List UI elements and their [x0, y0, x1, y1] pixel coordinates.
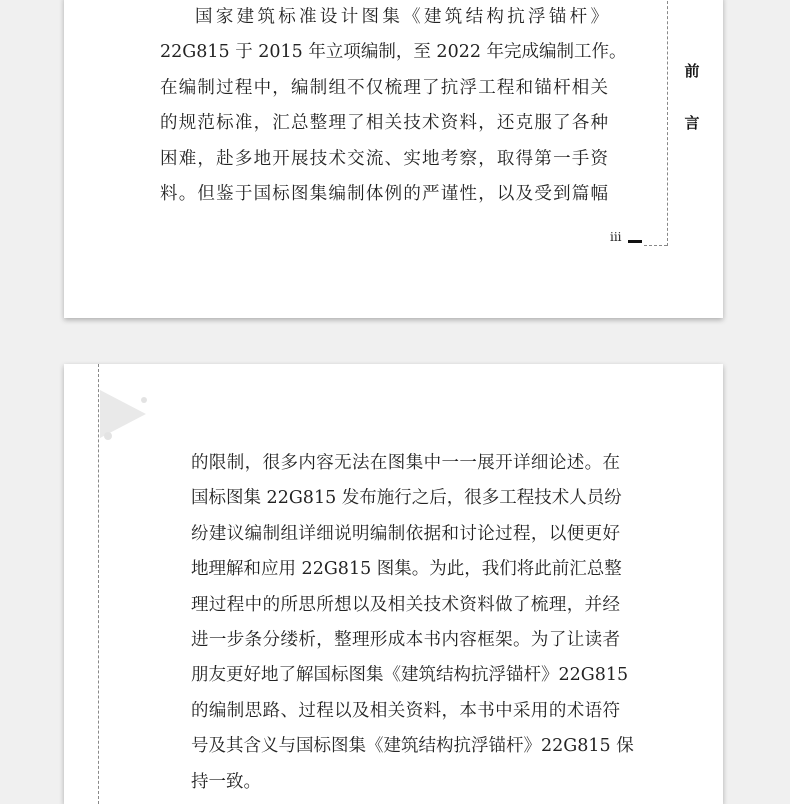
text-line: 的编制思路、过程以及相关资料，本书中采用的术语符: [191, 700, 620, 721]
text-line: 困难，赴多地开展技术交流、实地考察，取得第一手资: [160, 148, 608, 169]
text-line: 22G815 于 2015 年立项编制，至 2022 年完成编制工作。: [160, 42, 627, 63]
page-number: iii: [610, 230, 622, 244]
text-line: 国标图集 22G815 发布施行之后，很多工程技术人员纷: [191, 488, 622, 509]
text-line: 持一致。: [191, 771, 261, 792]
text-line: 朋友更好地了解国标图集《建筑结构抗浮锚杆》22G815: [191, 665, 629, 686]
top-paragraph: [160, 0, 627, 212]
play-triangle-icon: [94, 384, 154, 444]
text-line: 的限制，很多内容无法在图集中一一展开详细论述。在: [191, 453, 620, 473]
page-number-bar: [628, 240, 642, 243]
text-line: 地理解和应用 22G815 图集。为此，我们将此前汇总整: [191, 559, 622, 580]
text-line: 进一步条分缕析，整理形成本书内容框架。为了让读者: [191, 630, 620, 651]
text-line: 号及其含义与国标图集《建筑结构抗浮锚杆》22G815 保: [191, 736, 634, 757]
text-line: 国家建筑标准设计图集《建筑结构抗浮锚杆》: [195, 7, 608, 27]
bottom-paragraph: [191, 446, 634, 800]
text-line: 的规范标准，汇总整理了相关技术资料，还克服了各种: [160, 113, 608, 134]
section-title-char: 言: [684, 114, 700, 132]
margin-dashed-line: [667, 0, 668, 246]
text-line: 理过程中的所思所想以及相关技术资料做了梳理，并经: [191, 594, 620, 615]
section-title: [683, 58, 701, 136]
text-line: 在编制过程中，编制组不仅梳理了抗浮工程和锚杆相关: [160, 77, 608, 98]
top-page: [64, 0, 723, 318]
footer-dashed-line: [644, 245, 667, 246]
text-line: 料。但鉴于国标图集编制体例的严谨性，以及受到篇幅: [160, 184, 608, 205]
text-line: 纷建议编制组详细说明编制依据和讨论过程，以便更好: [191, 523, 620, 544]
section-title-char: 前: [684, 62, 700, 80]
bottom-page: [64, 364, 723, 804]
